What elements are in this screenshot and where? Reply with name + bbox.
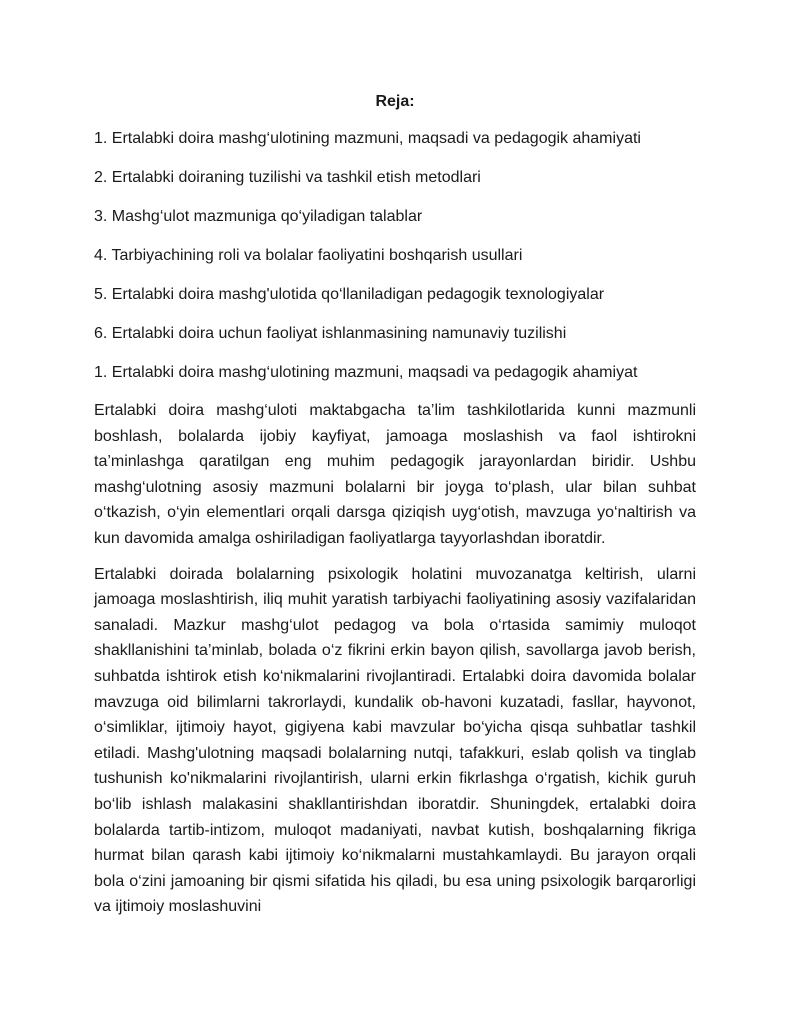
plan-item: 6. Ertalabki doira uchun faoliyat ishlanmasining namunaviy tuzilishi: [94, 325, 567, 342]
section-heading: 1. Ertalabki doira mashg‘ulotining mazmuni, maqsadi va pedagogik ahamiyat: [94, 364, 638, 381]
page-title: Reja:: [375, 93, 415, 110]
plan-item: 1. Ertalabki doira mashg‘ulotining mazmuni, maqsadi va pedagogik ahamiyati: [94, 130, 641, 147]
plan-item: 3. Mashg‘ulot mazmuniga qo‘yiladigan talablar: [94, 208, 423, 225]
plan-list: [94, 129, 696, 344]
body-paragraph: Ertalabki doirada bolalarning psixologik holatini muvozanatga keltirish, ularni jamoaga moslashtirish, iliq muhit yaratish tarbiyachi faoliyatining asosiy vazifalaridan sanaladi. Mazkur mashg‘ulot pedagog va bola o‘rtasida samimiy muloqot shakllanishini ta’minlab, bolada o‘z fikrini erkin bayon qilish, savollarga javob berish, suhbatda ishtirok etish ko‘nikmalarini rivojlantiradi. Ertalabki doira davomida bolalar mavzuga oid bilimlarni takrorlaydi, kundalik ob-havoni kuzatadi, fasllar, hayvonot, o‘simliklar, ijtimoiy hayot, gigiyena kabi mavzular bo‘yicha qisqa suhbatlar tashkil etiladi. Mashg'ulotning maqsadi bolalarning nutqi, tafakkuri, eslab qolish va tinglab tushunish ko'nikmalarini rivojlantirish, ularni erkin fikrlashga o‘rgatish, kichik guruh bo‘lib ishlash malakasini shakllantirishdan iboratdir. Shuningdek, ertalabki doira bolalarda tartib-intizom, muloqot madaniyati, navbat kutish, boshqalarning fikriga hurmat bilan qarash kabi ijtimoiy ko‘nikmalarni mustahkamlaydi. Bu jarayon orqali bola o‘zini jamoaning bir qismi sifatida his qiladi, bu esa uning psixologik barqarorligi va ijtimoiy moslashuvini: [94, 565, 696, 916]
plan-item: 2. Ertalabki doiraning tuzilishi va tashkil etish metodlari: [94, 169, 481, 186]
body-paragraph: Ertalabki doira mashg‘uloti maktabgacha ta’lim tashkilotlarida kunni mazmunli boshlash, bolalarda ijobiy kayfiyat, jamoaga moslashish va faol ishtirokni ta’minlashga qaratilgan eng muhim pedagogik jarayonlardan biridir. Ushbu mashg‘ulotning asosiy mazmuni bolalarni bir joyga to‘plash, ular bilan suhbat o‘tkazish, o‘yin elementlari orqali darsga qiziqish uyg‘otish, mavzuga yo‘naltirish va kun davomida amalga oshiriladigan faoliyatlarga tayyorlashdan iboratdir.: [94, 402, 696, 547]
plan-item: 4. Tarbiyachining roli va bolalar faoliyatini boshqarish usullari: [94, 247, 523, 264]
plan-item: 5. Ertalabki doira mashg'ulotida qo‘llaniladigan pedagogik texnologiyalar: [94, 286, 605, 303]
